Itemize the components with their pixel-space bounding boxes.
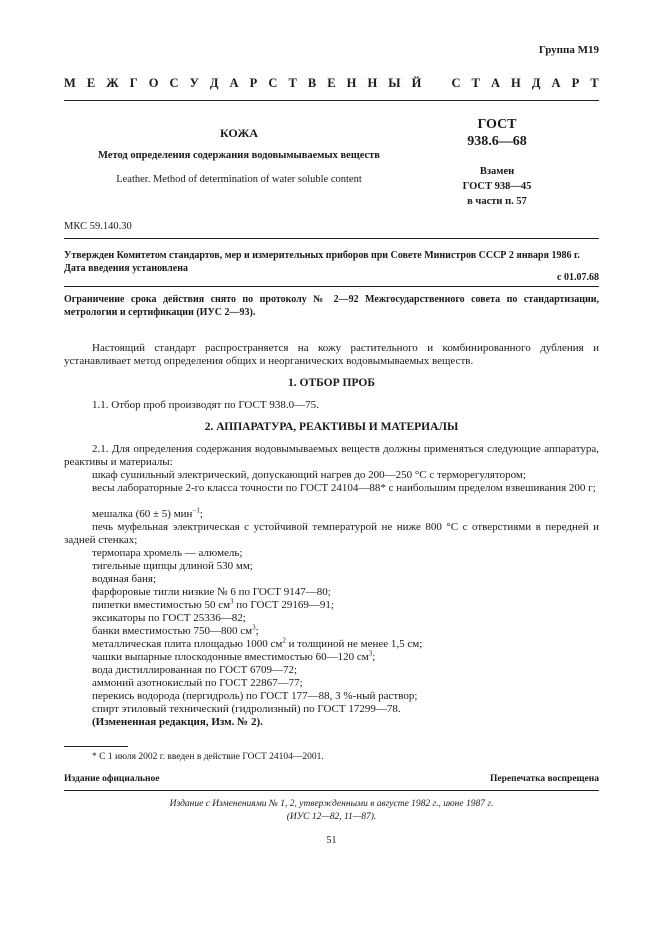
banner-letter: Г [129, 76, 138, 90]
footer-rule [64, 790, 599, 791]
mks-code: МКС 59.140.30 [64, 221, 132, 232]
list-item: шкаф сушильный электрический, допускающий нагрев до 200—250 °С с терморегулятором; [92, 469, 526, 481]
banner-letter: Н [511, 76, 521, 90]
section-2-1-lead: 2.1. Для определения содержания водовымываемых веществ должны применяться следующие аппаратура, реактивы и материалы: [64, 443, 599, 468]
section-1-heading: 1. ОТБОР ПРОБ [288, 377, 375, 389]
gost-number [432, 116, 562, 150]
replaces-block [432, 164, 562, 209]
group-label: Группа М19 [538, 44, 599, 56]
banner-letter: Й [411, 76, 422, 90]
replaces-label: Взамен [479, 166, 515, 177]
gost-label: ГОСТ [477, 117, 517, 132]
banner-letter: О [148, 76, 159, 90]
replaces-part: в части п. 57 [467, 196, 527, 207]
list-item: фарфоровые тигли низкие № 6 по ГОСТ 9147—80; [92, 586, 331, 598]
banner-letter: А [551, 76, 561, 90]
section-1-1: 1.1. Отбор проб производят по ГОСТ 938.0—75. [92, 399, 319, 411]
list-item: водяная баня; [92, 573, 157, 585]
list-item: мешалка (60 ± 5) мин$^{-1}$; [92, 506, 203, 520]
banner-letter: Д [209, 76, 219, 90]
banner-letter: Ы [388, 76, 401, 90]
banner-letter: В [307, 76, 317, 90]
gost-code: 938.6—68 [467, 134, 527, 149]
official-edition-label: Издание официальное [64, 774, 160, 784]
intro-date: с 01.07.68 [557, 272, 599, 283]
banner-letter: А [490, 76, 500, 90]
approval-text [64, 249, 599, 275]
list-item: тигельные щипцы длиной 530 мм; [92, 560, 253, 572]
list-item: пипетки вместимостью 50 $см^3$ по ГОСТ 29169—91; [92, 597, 334, 611]
list-item: перекись водорода (пергидроль) по ГОСТ 177—88, 3 %-ный раствор; [92, 690, 418, 702]
english-title: Leather. Method of determination of water soluble content [116, 174, 362, 185]
interstate-standard-banner [64, 76, 599, 91]
list-item: металлическая плита площадью 1000 $см^2$ и толщиной не менее 1,5 см; [92, 636, 423, 650]
edition-line-2: (ИУС 12—82, 11—87). [286, 812, 377, 822]
header-rule-bottom [64, 238, 599, 239]
list-item: весы лабораторные 2-го класса точности по ГОСТ 24104—88* с наибольшим пределом взвешивания 200 г; [92, 482, 596, 494]
banner-letter: С [169, 76, 179, 90]
method-title: Метод определения содержания водовымываемых веществ [98, 150, 380, 161]
banner-letter: С [268, 76, 278, 90]
header-rule-top [64, 100, 599, 101]
list-item: чашки выпарные плоскодонные вместимостью 60—120 $см^3$; [92, 649, 376, 663]
banner-letter: Е [86, 76, 96, 90]
list-item: банки вместимостью 750—800 $см^3$; [92, 623, 259, 637]
approval-line: Утвержден Комитетом стандартов, мер и измерительных приборов при Совете Министров СССР 2 января 1986 г. [64, 250, 580, 261]
replaces-gost: ГОСТ 938—45 [462, 181, 532, 192]
limitation-text: Ограничение срока действия снято по протоколу № 2—92 Межгосударственного совета по стандартизации, метрологии и сертификации (ИУС 2—93). [64, 294, 599, 318]
banner-letter: Р [571, 76, 580, 90]
footnote: * С 1 июля 2002 г. введен в действие ГОСТ 24104—2001. [92, 752, 324, 762]
list-item: печь муфельная электрическая с устойчивой температурой не ниже 800 °С с отверстиями в передней и задней стенках; [64, 521, 599, 546]
banner-gap [432, 76, 440, 91]
banner-letter: М [64, 76, 76, 90]
banner-letter: Н [346, 76, 357, 90]
list-item: термопара хромель — алюмель; [92, 547, 243, 559]
intro-date-label: Дата введения установлена [64, 263, 188, 274]
intro-paragraph: Настоящий стандарт распространяется на кожу растительного и комбинированного дубления и устанавливает метод определения общих и неорганических водовымываемых веществ. [64, 342, 599, 367]
reprint-prohibited-label: Перепечатка воспрещена [489, 774, 599, 784]
footnote-rule [64, 746, 128, 747]
banner-letter: Ж [106, 76, 119, 90]
date-rule [64, 286, 599, 287]
list-item: аммоний азотнокислый по ГОСТ 22867—77; [92, 677, 303, 689]
product-name: КОЖА [220, 126, 258, 140]
banner-letter: Н [367, 76, 378, 90]
section-2-heading: 2. АППАРАТУРА, РЕАКТИВЫ И МАТЕРИАЛЫ [204, 421, 459, 433]
banner-letter: Т [590, 76, 599, 90]
banner-letter: Т [288, 76, 297, 90]
list-item: вода дистиллированная по ГОСТ 6709—72; [92, 664, 298, 676]
banner-letter: А [229, 76, 239, 90]
banner-letter: Т [471, 76, 480, 90]
page-number: 51 [326, 835, 337, 846]
list-item: спирт этиловый технический (гидролизный) по ГОСТ 17299—78. [92, 703, 401, 715]
banner-letter: Е [327, 76, 336, 90]
amendment-note: (Измененная редакция, Изм. № 2). [92, 716, 263, 728]
banner-letter: Р [249, 76, 258, 90]
banner-letter: Д [531, 76, 541, 90]
banner-letter: У [189, 76, 199, 90]
banner-letter: С [451, 76, 461, 90]
list-item: эксикаторы по ГОСТ 25336—82; [92, 612, 246, 624]
edition-line-1: Издание с Изменениями № 1, 2, утвержденными в августе 1982 г., июне 1987 г. [169, 799, 494, 809]
edition-note [64, 798, 599, 824]
